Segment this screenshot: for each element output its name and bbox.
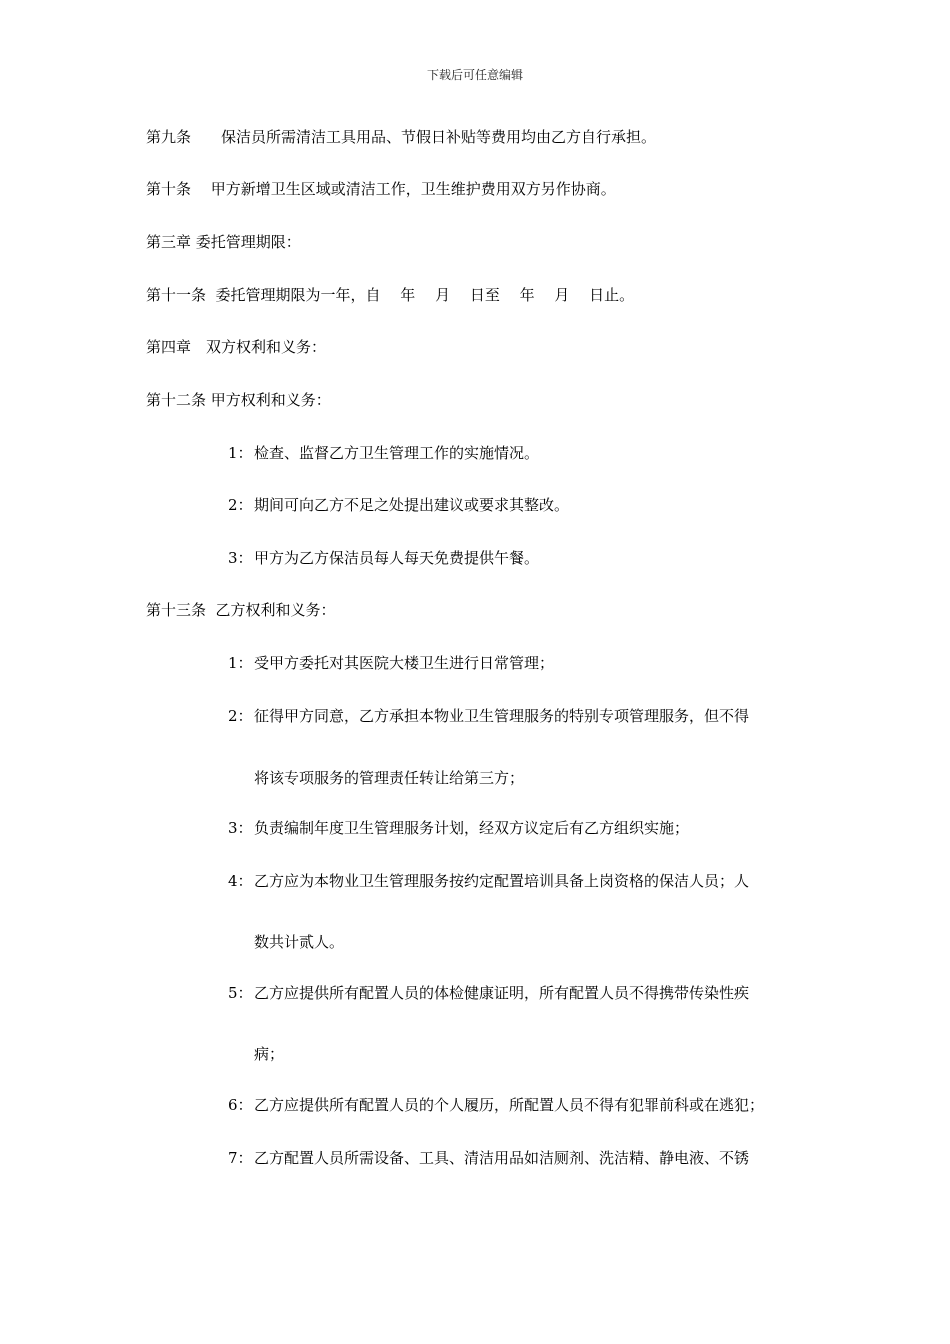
- party-b-item-text: 负责编制年度卫生管理服务计划，经双方议定后有乙方组织实施；: [254, 819, 690, 837]
- chapter-3-heading: 第三章 委托管理期限：: [146, 233, 301, 251]
- party-b-item-text: 乙方配置人员所需设备、工具、清洁用品如洁厕剂、洗洁精、静电液、不锈: [254, 1149, 750, 1167]
- chapter-4-heading: 第四章 双方权利和义务：: [146, 338, 327, 356]
- party-b-item-text: 征得甲方同意，乙方承担本物业卫生管理服务的特别专项管理服务，但不得: [254, 707, 750, 725]
- party-b-item-num: 4：: [228, 872, 253, 890]
- party-a-item-num: 3：: [228, 549, 253, 567]
- article-12: 第十二条 甲方权利和义务：: [146, 391, 331, 409]
- party-b-item-num: 3：: [228, 819, 253, 837]
- party-b-item-num: 1：: [228, 654, 253, 672]
- party-b-item-text: 乙方应提供所有配置人员的个人履历，所配置人员不得有犯罪前科或在逃犯；: [254, 1096, 765, 1114]
- party-a-item-num: 1：: [228, 444, 253, 462]
- article-9: 第九条 保洁员所需清洁工具用品、节假日补贴等费用均由乙方自行承担。: [146, 128, 657, 146]
- party-b-item-text: 乙方应为本物业卫生管理服务按约定配置培训具备上岗资格的保洁人员；人: [254, 872, 750, 890]
- party-b-item-continuation: 病；: [254, 1045, 285, 1063]
- article-11: 第十一条 委托管理期限为一年，自 年 月 日至 年 月 日止。: [146, 286, 635, 304]
- party-b-item-num: 2：: [228, 707, 253, 725]
- party-b-item-text: 乙方应提供所有配置人员的体检健康证明，所有配置人员不得携带传染性疾: [254, 984, 750, 1002]
- party-b-item-num: 5：: [228, 984, 253, 1002]
- party-b-item-text: 受甲方委托对其医院大楼卫生进行日常管理；: [254, 654, 555, 672]
- article-10: 第十条 甲方新增卫生区域或清洁工作，卫生维护费用双方另作协商。: [146, 180, 616, 198]
- party-b-item-num: 7：: [228, 1149, 253, 1167]
- party-a-item-text: 期间可向乙方不足之处提出建议或要求其整改。: [254, 496, 570, 514]
- party-a-item-text: 检查、监督乙方卫生管理工作的实施情况。: [254, 444, 540, 462]
- party-b-item-continuation: 将该专项服务的管理责任转让给第三方；: [254, 769, 525, 787]
- party-a-item-text: 甲方为乙方保洁员每人每天免费提供午餐。: [254, 549, 540, 567]
- header-note: 下载后可任意编辑: [426, 68, 523, 82]
- article-13: 第十三条 乙方权利和义务：: [146, 601, 336, 619]
- party-b-item-continuation: 数共计贰人。: [254, 933, 345, 951]
- party-b-item-num: 6：: [228, 1096, 253, 1114]
- party-a-item-num: 2：: [228, 496, 253, 514]
